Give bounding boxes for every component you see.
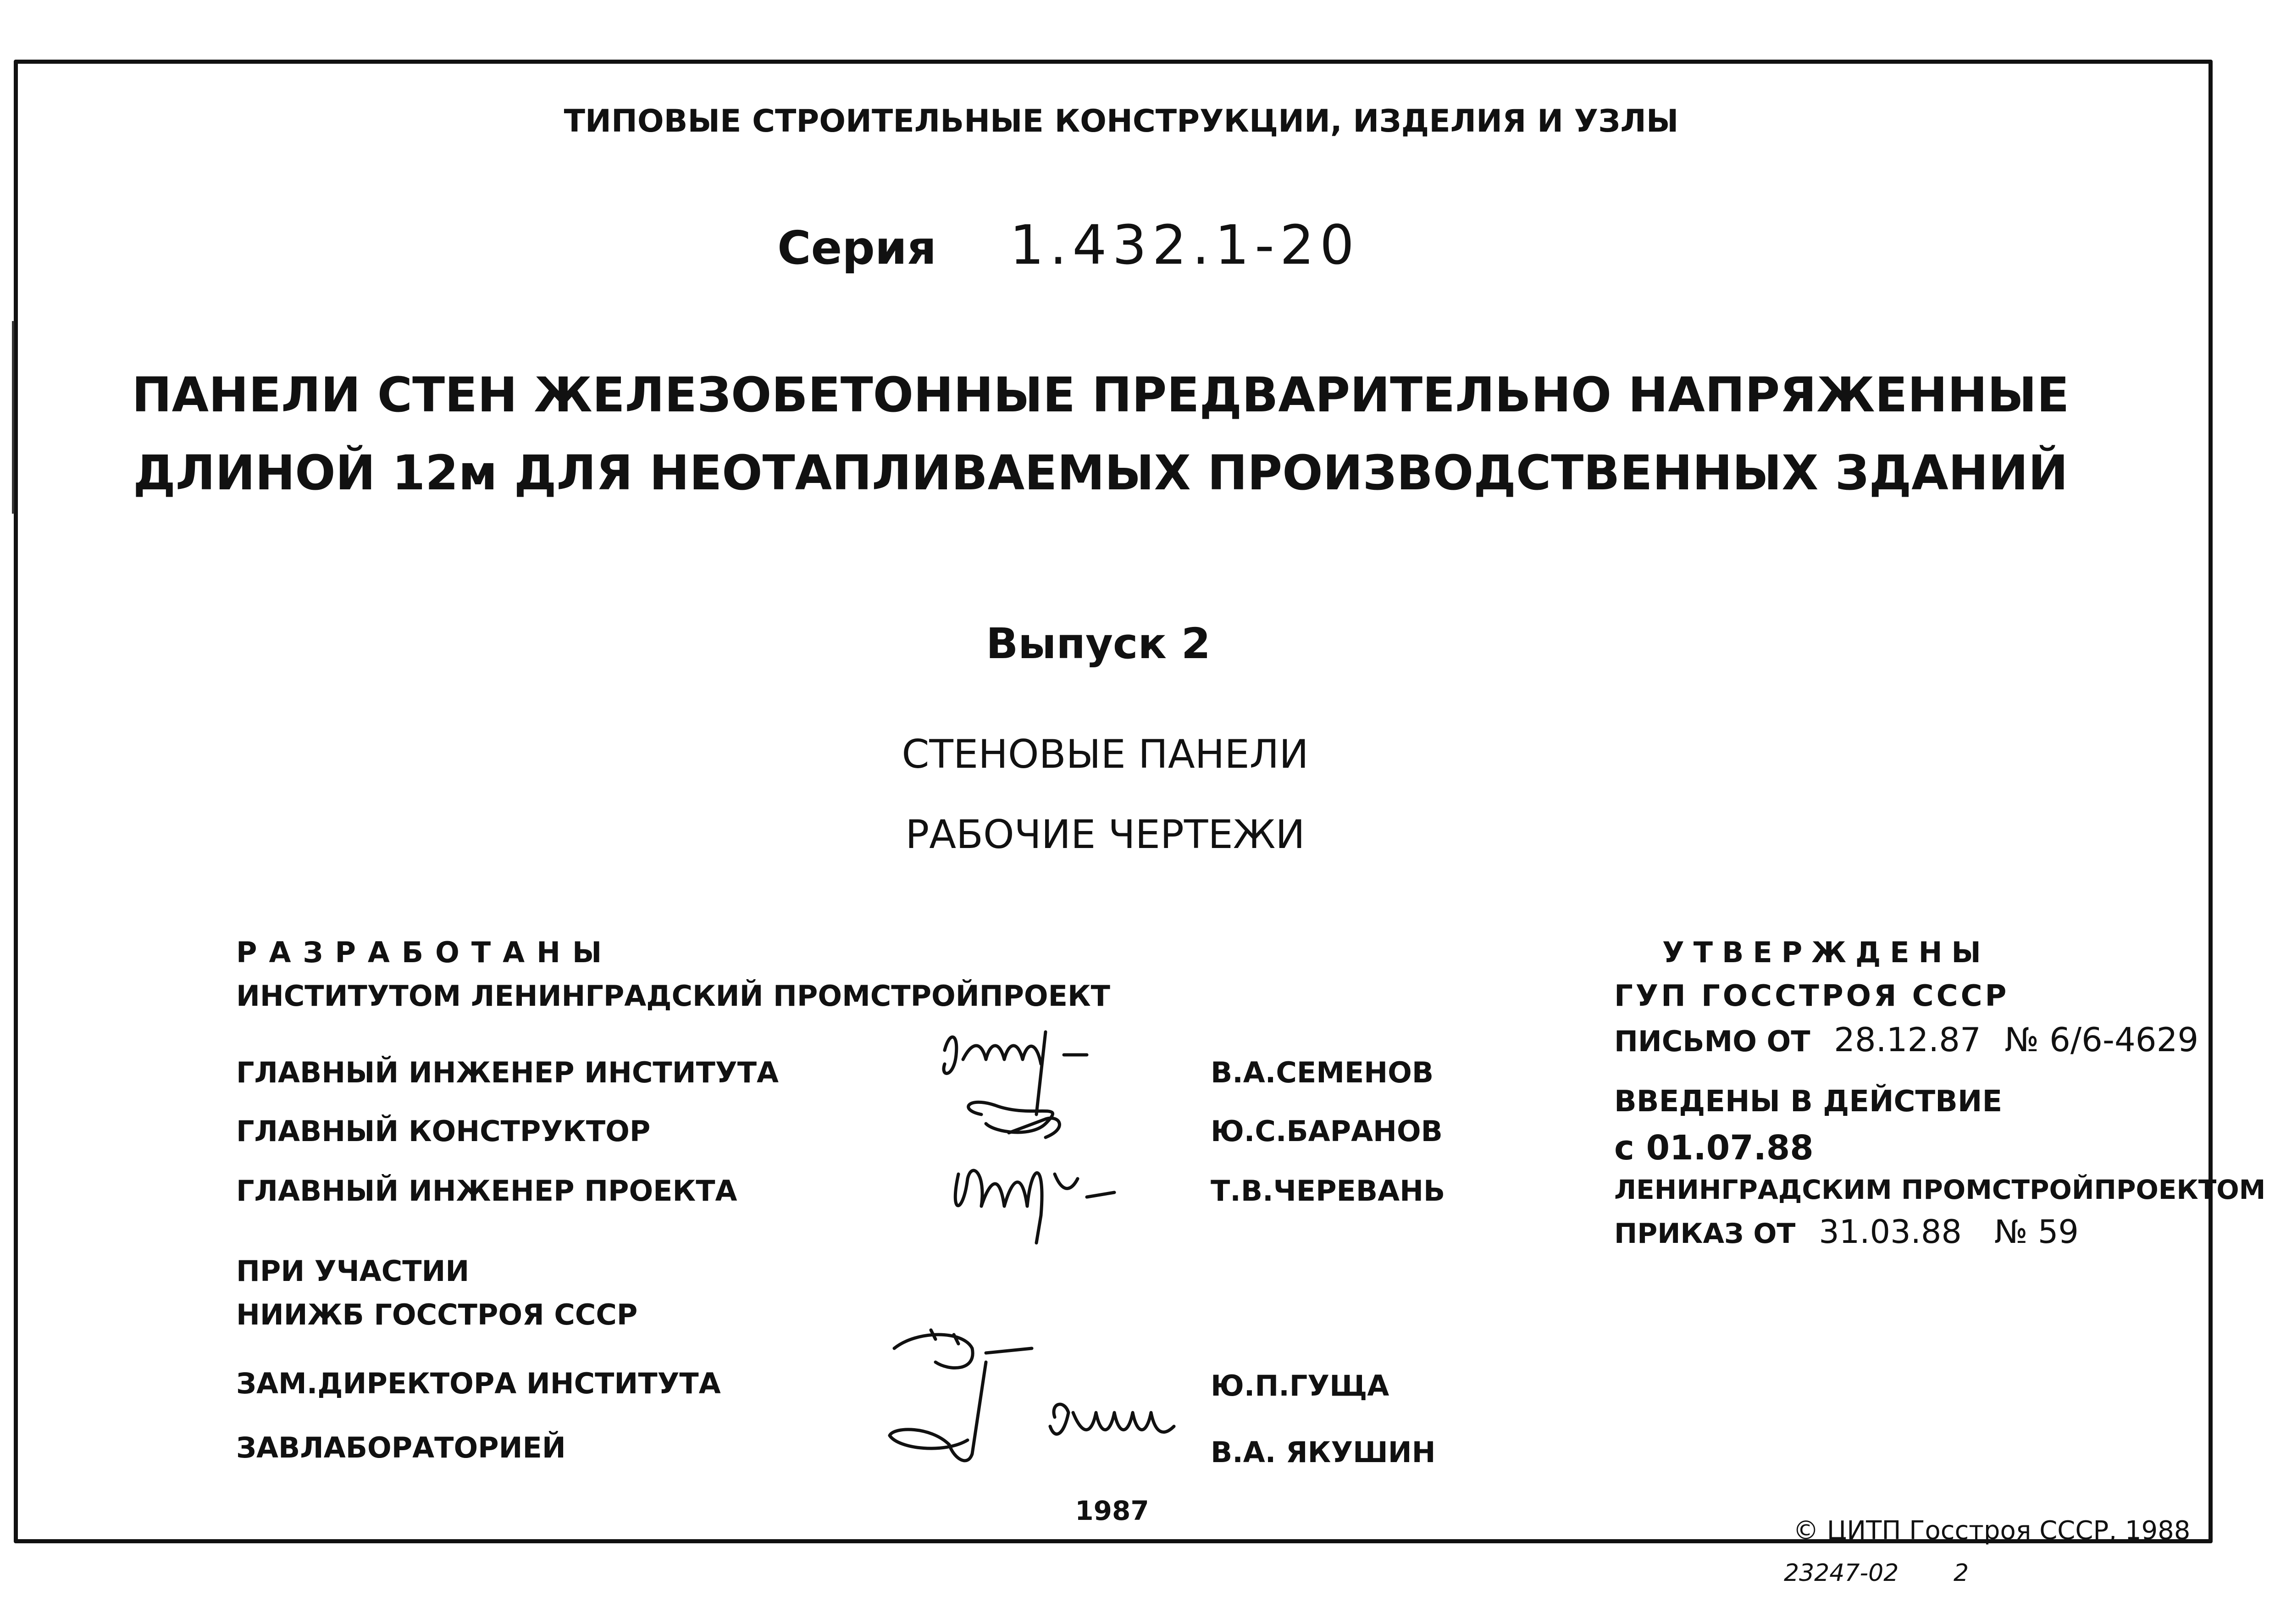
- name-cherevan: Т.В.ЧЕРЕВАНЬ: [1211, 1174, 1445, 1208]
- developed-institute: ИНСТИТУТОМ ЛЕНИНГРАДСКИЙ ПРОМСТРОЙПРОЕКТ: [236, 979, 1110, 1013]
- participation-heading: ПРИ УЧАСТИИ: [236, 1254, 470, 1288]
- series-line: [777, 213, 1360, 277]
- name-yakushin: В.А. ЯКУШИН: [1211, 1436, 1436, 1469]
- year: 1987: [1075, 1495, 1149, 1526]
- main-title-line-2: ДЛИНОЙ 12м ДЛЯ НЕОТАПЛИВАЕМЫХ ПРОИЗВОДСТВЕННЫХ ЗДАНИЙ: [133, 445, 2068, 501]
- series-number: 1.432.1-20: [1009, 213, 1360, 277]
- binding-edge-mark: [12, 321, 14, 514]
- name-gushcha: Ю.П.ГУЩА: [1211, 1369, 1389, 1402]
- signatures-developers: [931, 1023, 1188, 1280]
- order-date: 31.03.88: [1819, 1213, 1962, 1251]
- approved-heading: УТВЕРЖДЕНЫ: [1662, 936, 1990, 969]
- name-semenov: В.А.СЕМЕНОВ: [1211, 1056, 1434, 1089]
- issue-label: Выпуск 2: [986, 619, 1211, 668]
- name-baranov: Ю.С.БАРАНОВ: [1211, 1114, 1443, 1148]
- role-chief-engineer-institute: ГЛАВНЫЙ ИНЖЕНЕР ИНСТИТУТА: [236, 1056, 779, 1089]
- effective-by-org: ЛЕНИНГРАДСКИМ ПРОМСТРОЙПРОЕКТОМ: [1614, 1174, 2266, 1205]
- signatures-participants: [880, 1321, 1201, 1477]
- developed-heading: РАЗРАБОТАНЫ: [236, 936, 614, 969]
- approval-letter: [1614, 1020, 2198, 1059]
- order-line: [1614, 1213, 2079, 1251]
- letter-prefix: ПИСЬМО ОТ: [1614, 1025, 1810, 1058]
- effective-date: с 01.07.88: [1614, 1128, 1814, 1168]
- role-deputy-director: ЗАМ.ДИРЕКТОРА ИНСТИТУТА: [236, 1367, 721, 1400]
- participation-org: НИИЖБ ГОССТРОЯ СССР: [236, 1298, 638, 1331]
- letter-number: № 6/6-4629: [2004, 1020, 2199, 1059]
- role-chief-designer: ГЛАВНЫЙ КОНСТРУКТОР: [236, 1114, 651, 1148]
- approved-org: ГУП ГОССТРОЯ СССР: [1614, 979, 2009, 1013]
- role-lab-head: ЗАВЛАБОРАТОРИЕЙ: [236, 1431, 566, 1464]
- collection-title: ТИПОВЫЕ СТРОИТЕЛЬНЫЕ КОНСТРУКЦИИ, ИЗДЕЛИЯ И УЗЛЫ: [564, 103, 1679, 139]
- series-label: Серия: [777, 221, 937, 275]
- letter-date: 28.12.87: [1834, 1020, 1981, 1059]
- page-number: 2: [1954, 1559, 1969, 1587]
- order-prefix: ПРИКАЗ ОТ: [1614, 1218, 1796, 1250]
- issue-subtitle-1: СТЕНОВЫЕ ПАНЕЛИ: [902, 732, 1309, 777]
- main-title-line-1: ПАНЕЛИ СТЕН ЖЕЛЕЗОБЕТОННЫЕ ПРЕДВАРИТЕЛЬНО НАПРЯЖЕННЫЕ: [132, 367, 2070, 423]
- order-number: № 59: [1994, 1213, 2079, 1251]
- effective-heading: ВВЕДЕНЫ В ДЕЙСТВИЕ: [1614, 1085, 2003, 1119]
- copyright: © ЦИТП Госстроя СССР, 1988: [1793, 1516, 2191, 1546]
- role-chief-project-engineer: ГЛАВНЫЙ ИНЖЕНЕР ПРОЕКТА: [236, 1174, 737, 1208]
- document-code: 23247-02: [1784, 1559, 1899, 1587]
- issue-subtitle-2: РАБОЧИЕ ЧЕРТЕЖИ: [905, 812, 1305, 858]
